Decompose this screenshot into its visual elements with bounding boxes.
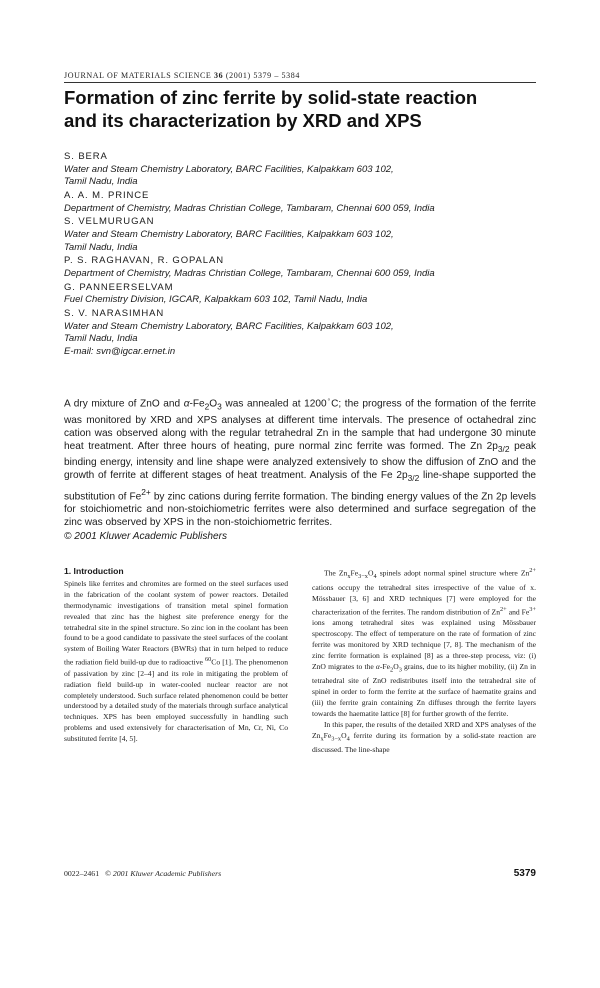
author-affiliation: Water and Steam Chemistry Laboratory, BARC Facilities, Kalpakkam 603 102,	[64, 228, 394, 240]
author-name: S. BERA	[64, 151, 108, 162]
header-rule	[64, 82, 536, 83]
paper-title	[64, 86, 536, 132]
left-column	[64, 566, 288, 745]
author-email: E-mail: svn@igcar.ernet.in	[64, 345, 176, 357]
author-affiliation: Tamil Nadu, India	[64, 241, 138, 253]
body-paragraph: In this paper, the results of the detailed XRD and XPS analyses of the $Zn_xFe_{3-x}O_4$ ferrite during its formation by a solid-state reaction are discussed. The line-shape	[312, 719, 536, 755]
author-name: P. S. RAGHAVAN, R. GOPALAN	[64, 255, 224, 267]
author-affiliation: Department of Chemistry, Madras Christian College, Tambaram, Chennai 600 059, India	[64, 267, 435, 279]
journal-header	[64, 71, 300, 80]
footer-issn: 0022–2461	[64, 869, 100, 878]
journal-volume: 36	[214, 71, 224, 80]
abstract: A dry mixture of ZnO and $\alpha-Fe_2O_3$ was annealed at 1200◦C; the progress of the formation of the ferrite was monitored by XRD and XPS analyses at different time intervals. The presence of octahedral zinc cation was observed along with the regular tetrahedral Zn in the sample that had undergone 30 minute heat treatment. After three hours of heating, pure normal zinc ferrite was formed. The Zn $2p_{3/2}$ peak binding energy, intensity and line shape were analyzed extensively to show the diffusion of ZnO and the growth of ferrite at different stages of heat treatment. Analysis of the Fe $2p_{3/2}$ line-shape supported the substitution of $Fe^{2+}$ by zinc cations during ferrite formation. The binding energy values of the Zn 2p levels for stoichiometric and non-stoichiometric ferrites were also determined and surface segregation of the zinc was observed by XPS in the non-stoichiometric ferrites. © 2001 Kluwer Academic Publishers	[64, 394, 536, 542]
author-block	[64, 282, 536, 307]
author-affiliation: Tamil Nadu, India	[64, 176, 138, 188]
author-affiliation: Water and Steam Chemistry Laboratory, BARC Facilities, Kalpakkam 603 102,	[64, 163, 394, 175]
section-heading: 1. Introduction	[64, 566, 124, 576]
title-line-2: and its characterization by XRD and XPS	[64, 110, 422, 131]
author-name: A. A. M. PRINCE	[64, 189, 150, 201]
author-block	[64, 190, 536, 215]
right-column	[312, 566, 536, 756]
footer-issn-copyright	[64, 869, 221, 878]
page-footer	[64, 869, 536, 881]
author-affiliation: Fuel Chemistry Division, IGCAR, Kalpakkam 603 102, Tamil Nadu, India	[64, 294, 368, 306]
journal-year-pages: (2001) 5379 – 5384	[225, 71, 300, 80]
author-name: S. VELMURUGAN	[64, 216, 155, 228]
author-affiliation: Department of Chemistry, Madras Christian College, Tambaram, Chennai 600 059, India	[64, 202, 435, 214]
author-name: G. PANNEERSELVAM	[64, 281, 174, 293]
author-name: S. V. NARASIMHAN	[64, 308, 165, 320]
journal-name: JOURNAL OF MATERIALS SCIENCE	[64, 71, 212, 80]
body-paragraph: The $Zn_xFe_{3-x}O_4$ spinels adopt normal spinel structure where $Zn^{2+}$ cations occupy the tetrahedral sites irrespective of the value of x. Mössbauer [3, 6] and XRD techniques [7] were employed for the characterization of the ferrites. The random distribution of $Zn^{2+}$ and $Fe^{3+}$ ions among tetrahedral sites was explained using Mössbauer spectroscopy. The effect of temperature on the rate of formation of zinc ferrite was monitored by XRD technique [7, 8]. The mechanism of the zinc ferrite formation is explained [8] as a three-step process, viz: (i) ZnO migrates to the $\alpha-Fe_2O_3$ grains, due to its higher mobility, (ii) Zn in tetrahedral site of ZnO redistributes itself into the tetrahedral site of spinel in order to form the ferrite at the surface of haematite grains and (iii) the ferrite grain containing Zn diffuses through the ferrite layers towards the haematite lattice [8] for further growth of the ferrite.	[312, 567, 536, 718]
title-line-1: Formation of zinc ferrite by solid-state reaction	[64, 87, 478, 108]
footer-copyright: © 2001 Kluwer Academic Publishers	[104, 869, 222, 878]
intro-paragraph: Spinels like ferrites and chromites are formed on the steel surfaces used in the fabrication of the coolant system of power reactors. Detailed thermodynamic investigations of transition metal spinel formation revealed that zinc has the highest site preference energy for the tetrahedral site in the spinel structure. So zinc ion in the coolant has been found to be a good candidate to passivate the steel surfaces of the coolant system of Boiling Water Reactors (BWRs) that in turn helped to reduce the radiation field build-up due to radioactive $^{60}$Co [1]. The phenomenon of passivation by zinc [2–4] and its role in mitigating the problem of radiation field build-up in water-cooled nuclear reactor are not completely understood. Such surface related phenomenon could be better understood by a detailed study of the materials through surface analytical techniques. XPS has been employed successfully in handling such problems and used extensively for characterisation of Mn, Cr, Ni, Co substituted ferrite [4, 5].	[64, 578, 288, 744]
author-block	[64, 216, 536, 254]
author-block	[64, 151, 536, 189]
author-block	[64, 255, 536, 280]
author-list	[64, 151, 536, 360]
author-affiliation: Tamil Nadu, India	[64, 333, 138, 345]
page-number: 5379	[513, 868, 536, 879]
abstract-copyright: © 2001 Kluwer Academic Publishers	[64, 530, 228, 542]
author-block	[64, 308, 536, 358]
author-affiliation: Water and Steam Chemistry Laboratory, BARC Facilities, Kalpakkam 603 102,	[64, 320, 394, 332]
